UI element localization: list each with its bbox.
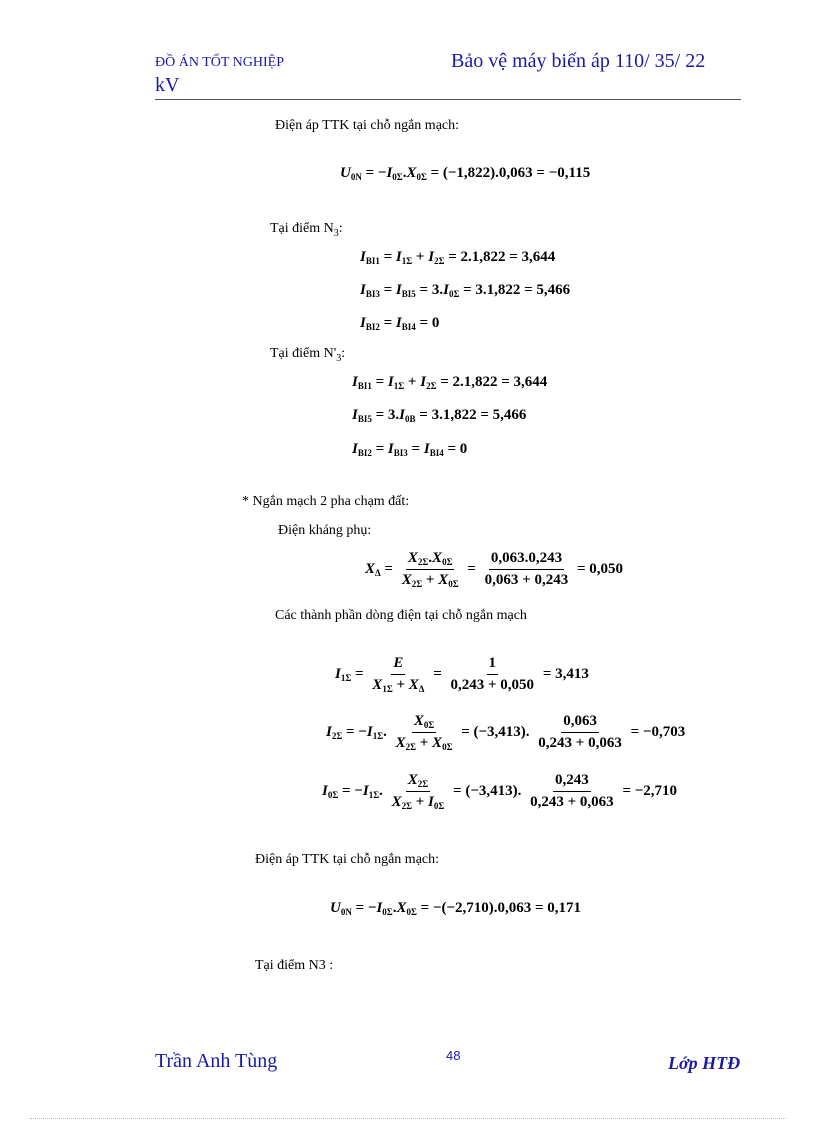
equation-i2: $I_{2\Sigma} = -I_{1\Sigma}$. $\frac{X_{0\Sigma}}{X_{2\Sigma} + X_{0\Sigma}}$ = (−3,413). $\frac{0,063}{0,243 + 0,063}$ = −0,703: [326, 713, 686, 752]
text-two-phase-ground: * Ngắn mạch 2 pha chạm đất:: [242, 494, 410, 509]
text-ttk-voltage-2: Điện áp TTK tại chỗ ngắn mạch:: [255, 852, 440, 867]
equation-ibi2: $I_{BI2} = I_{BI4} = 0$: [360, 315, 440, 332]
equation-i0: $I_{0\Sigma} = -I_{1\Sigma}$. $\frac{X_{2\Sigma}}{X_{2\Sigma} + I_{0\Sigma}}$ = (−3,413). $\frac{0,243}{0,243 + 0,063}$ = −2,710: [322, 772, 678, 811]
text-current-components: Các thành phần dòng điện tại chỗ ngắn mạch: [275, 608, 527, 623]
header-unit: kV: [155, 74, 180, 96]
header-left: ĐỒ ÁN TỐT NGHIỆP: [155, 55, 284, 70]
equation-ibi5-prime: $I_{BI5} = 3.I_{0B} = 3.1,822 = 5,466$: [352, 407, 527, 424]
text-aux-reactance: Điện kháng phụ:: [278, 523, 372, 538]
header-right: Bảo vệ máy biến áp 110/ 35/ 22: [451, 50, 706, 72]
equation-ibi1-prime: $I_{BI1} = I_{1\Sigma} + I_{2\Sigma} = 2.1,822 = 3,644$: [352, 374, 548, 391]
equation-x-delta: $X_\Delta$ = $\frac{X_{2\Sigma}.X_{0\Sigma}}{X_{2\Sigma} + X_{0\Sigma}}$ = $\frac{0,063.0,243}{0,063 + 0,243}$ = 0,050: [365, 550, 624, 589]
text-point-n3: Tại điểm $N_3$:: [270, 221, 343, 239]
equation-u0n-2: $U_{0N} = -I_{0\Sigma}.X_{0\Sigma} = -(-2,710).0,063 = 0,171$: [330, 900, 582, 917]
text-point-n3-2: Tại điểm N3 :: [255, 958, 334, 973]
equation-ibi1: $I_{BI1} = I_{1\Sigma} + I_{2\Sigma} = 2.1,822 = 3,644$: [360, 249, 556, 266]
page-number: 48: [446, 1048, 461, 1063]
equation-ibi3: $I_{BI3} = I_{BI5} = 3.I_{0\Sigma} = 3.1,822 = 5,466$: [360, 282, 571, 299]
equation-ibi2-prime: $I_{BI2} = I_{BI3} = I_{BI4} = 0$: [352, 441, 468, 458]
footer-class: Lớp HTĐ: [668, 1053, 741, 1073]
page-bottom-border: [30, 1118, 786, 1119]
equation-i1: $I_{1\Sigma}$ = $\frac{E}{X_{1\Sigma} + X_\Delta}$ = $\frac{1}{0,243 + 0,050}$ = 3,413: [335, 655, 589, 694]
text-point-n3-prime: Tại điểm $N'_3$:: [270, 346, 346, 364]
footer-author: Trần Anh Tùng: [155, 1050, 278, 1072]
text-ttk-voltage: Điện áp TTK tại chỗ ngắn mạch:: [275, 118, 460, 133]
equation-u0n: $U_{0N} = -I_{0\Sigma}.X_{0\Sigma} = (-1,822).0,063 = -0,115$: [340, 165, 591, 182]
header-rule: [155, 99, 741, 100]
